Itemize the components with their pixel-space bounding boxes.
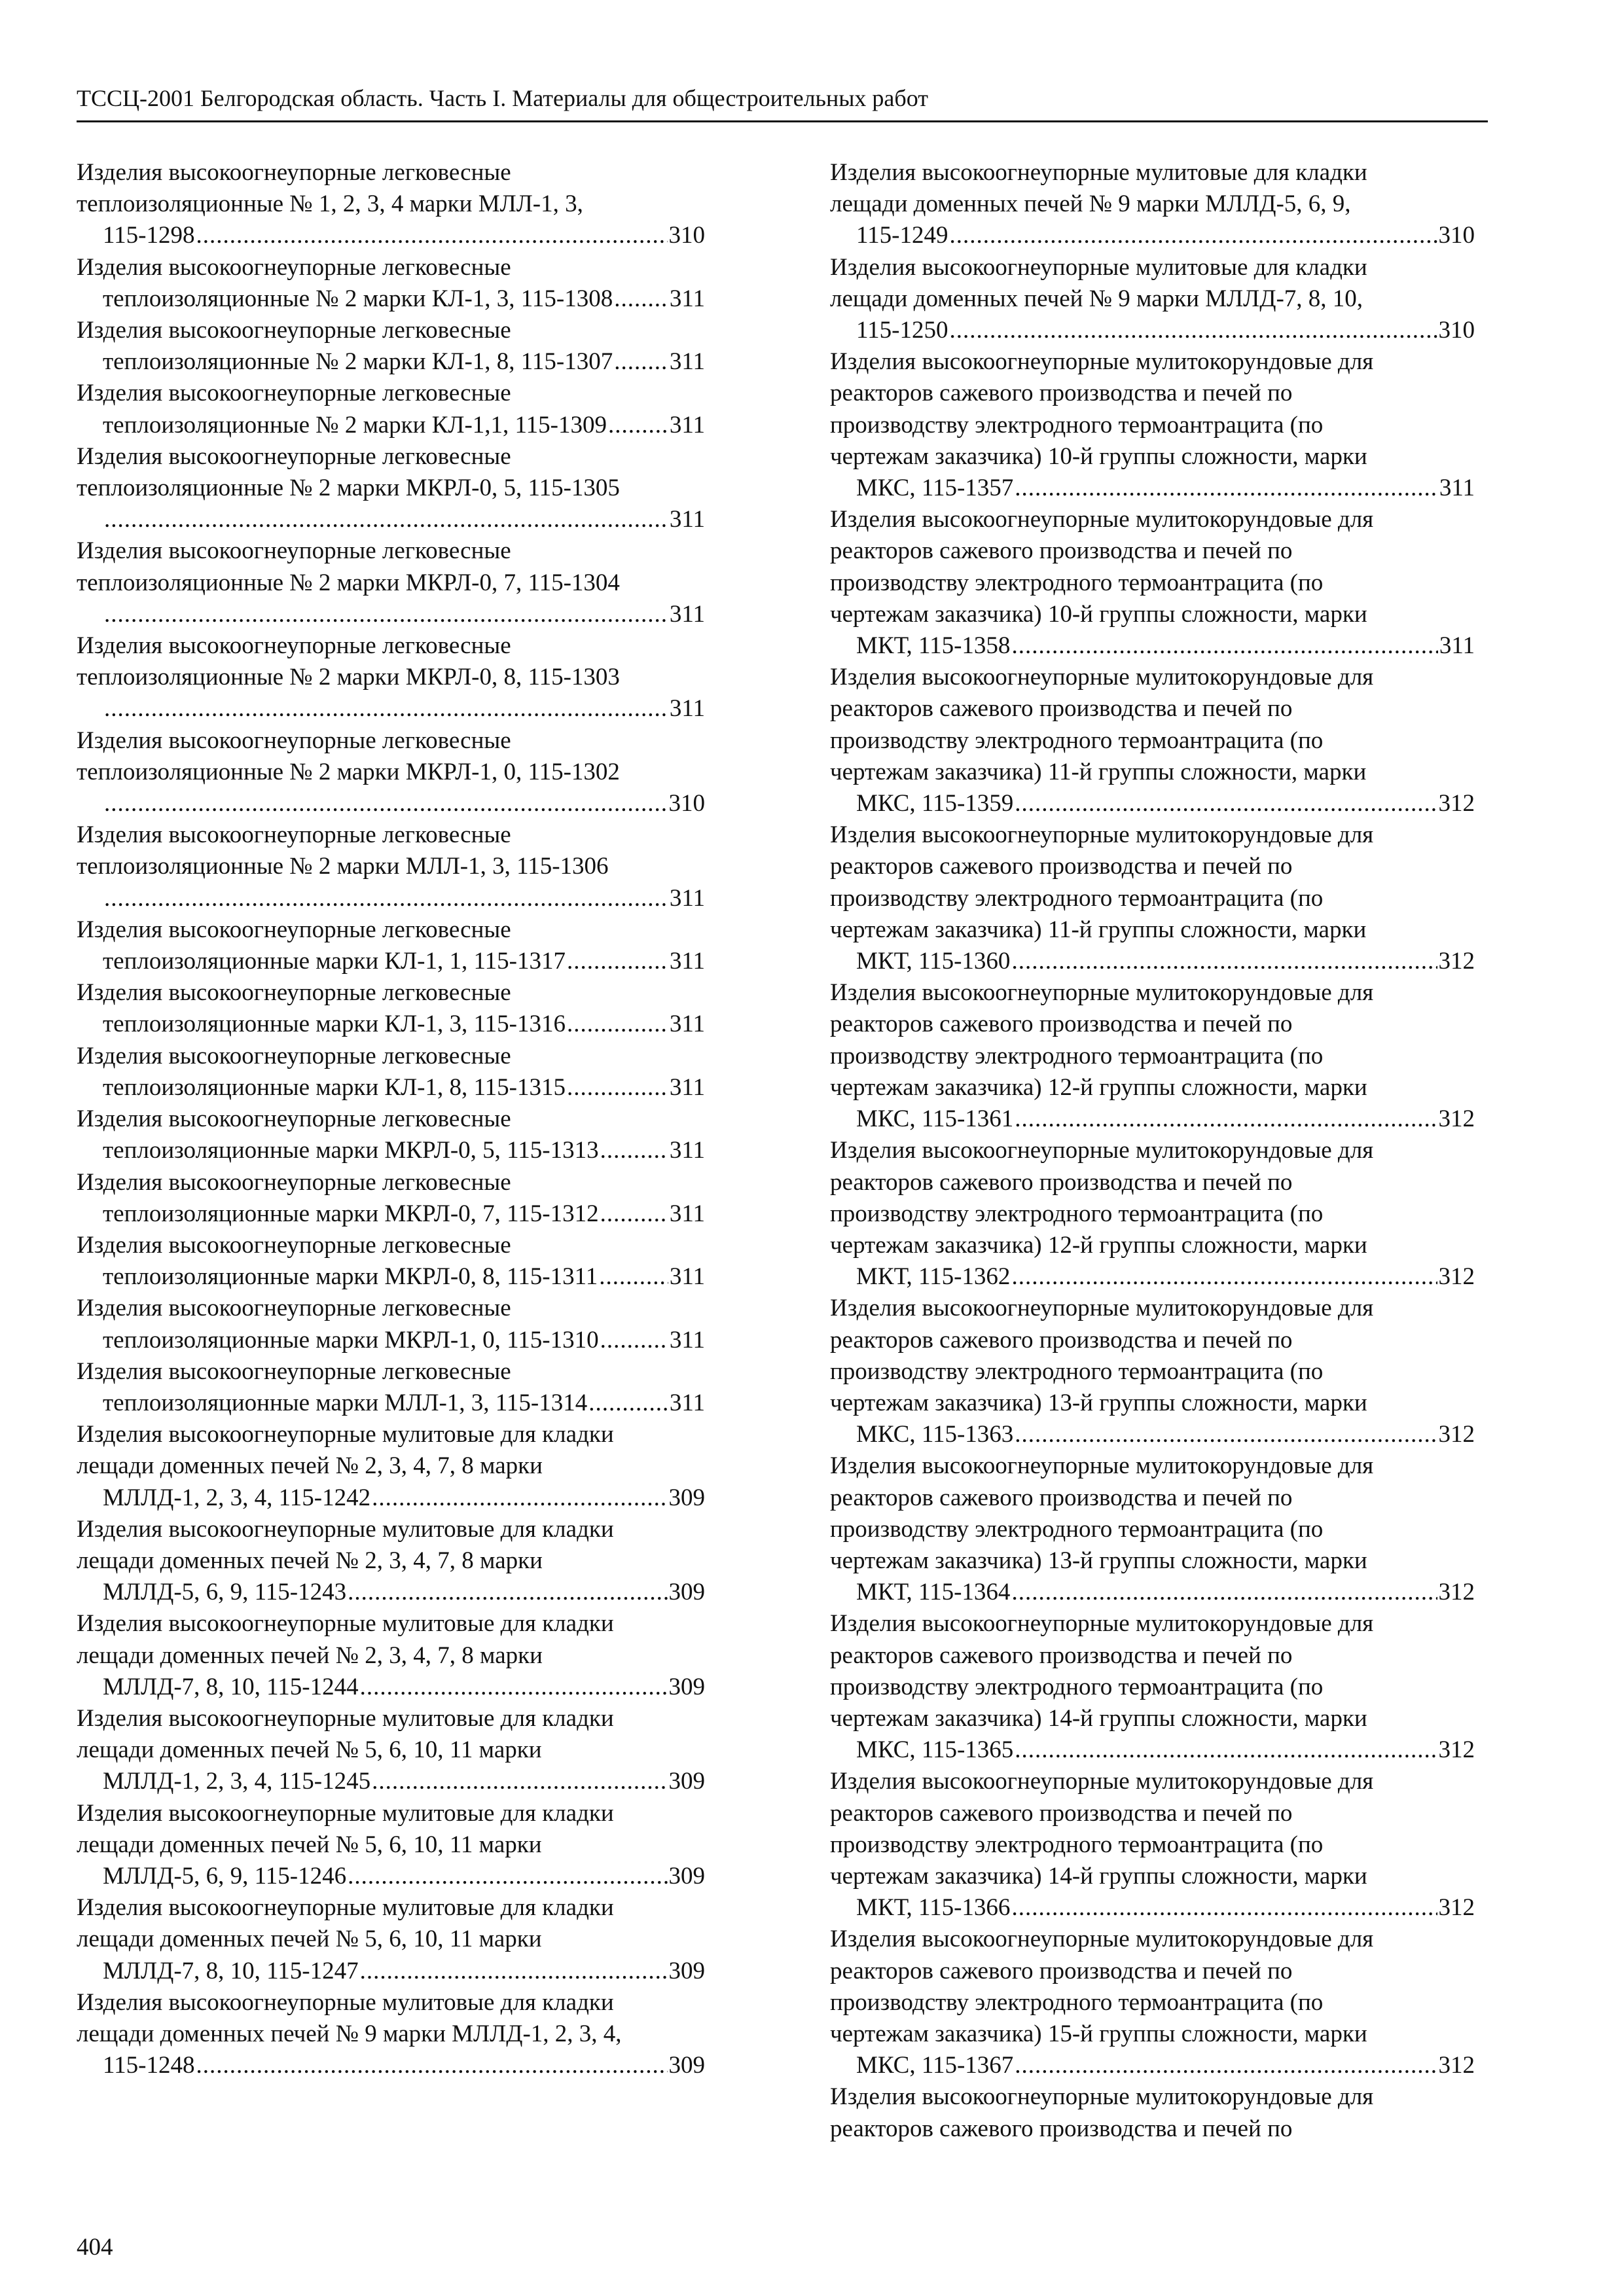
index-entry <box>77 1703 705 1798</box>
index-entry <box>77 819 705 914</box>
dot-leader <box>360 1672 668 1703</box>
entry-page-ref: 312 <box>1438 948 1475 975</box>
entry-text-line: чертежам заказчика) 14-й группы сложности, марки <box>830 1862 1367 1890</box>
index-column-left <box>77 157 705 2081</box>
dot-leader <box>1011 630 1437 662</box>
entry-text-line: Изделия высокоогнеупорные легковесные <box>77 159 511 186</box>
index-entry <box>830 157 1475 252</box>
entry-text-line: Изделия высокоогнеупорные легковесные <box>77 821 511 849</box>
entry-text-line: производству электродного термоантрацита (по <box>830 726 1324 754</box>
entry-page-line <box>856 1577 1475 1608</box>
entry-text-line: Изделия высокоогнеупорные легковесные <box>77 1231 511 1259</box>
dot-leader <box>1011 1261 1437 1293</box>
entry-text-last: теплоизоляционные № 2 марки КЛ-1, 8, 115-1307 <box>103 348 613 376</box>
dot-leader <box>360 1956 668 1987</box>
index-entry <box>77 1293 705 1355</box>
dot-leader <box>599 1261 668 1293</box>
index-entry <box>77 378 705 440</box>
entry-text-line: лещади доменных печей № 5, 6, 10, 11 марки <box>77 1831 542 1858</box>
entry-page-line <box>103 1766 705 1797</box>
entry-text-line: лещади доменных печей № 5, 6, 10, 11 марки <box>77 1736 542 1764</box>
index-entry <box>77 1230 705 1293</box>
entry-page-line <box>856 220 1475 251</box>
entry-page-line <box>103 283 705 315</box>
entry-page-ref: 312 <box>1438 1894 1475 1922</box>
entry-text-line: реакторов сажевого производства и печей по <box>830 1011 1293 1038</box>
entry-text-last: МКТ, 115-1364 <box>856 1579 1011 1606</box>
entry-text-line: Изделия высокоогнеупорные легковесные <box>77 537 511 565</box>
entry-text-line: Изделия высокоогнеупорные легковесные <box>77 442 511 470</box>
entry-text-line: чертежам заказчика) 12-й группы сложности, марки <box>830 1231 1367 1259</box>
entry-text-last: МЛЛД-7, 8, 10, 115-1244 <box>103 1673 359 1700</box>
entry-page-ref: 309 <box>668 1768 705 1795</box>
entry-text-line: лещади доменных печей № 9 марки МЛЛД-7, 8, 10, <box>830 285 1363 312</box>
index-entry <box>830 819 1475 977</box>
entry-page-ref: 311 <box>669 285 705 312</box>
entry-text-line: Изделия высокоогнеупорные мулитокорундовые для <box>830 2083 1374 2111</box>
entry-page-line <box>856 1103 1475 1135</box>
entry-text-line: реакторов сажевого производства и печей по <box>830 1641 1293 1669</box>
entry-page-line <box>103 2050 705 2081</box>
index-entry <box>77 441 705 536</box>
entry-text-line: реакторов сажевого производства и печей по <box>830 695 1293 723</box>
entry-page-ref: 311 <box>669 348 705 376</box>
entry-text-line: Изделия высокоогнеупорные мулитокорундовые для <box>830 1295 1374 1322</box>
dot-leader <box>1015 473 1438 504</box>
entry-page-line <box>103 1198 705 1230</box>
index-entry <box>77 1103 705 1166</box>
entry-page-line <box>856 946 1475 977</box>
dot-leader <box>104 883 668 914</box>
entry-page-ref: 312 <box>1438 1736 1475 1764</box>
index-entry <box>77 1987 705 2082</box>
entry-text-last: МЛЛД-5, 6, 9, 115-1246 <box>103 1862 347 1890</box>
dot-leader <box>1015 1419 1437 1450</box>
entry-page-ref: 309 <box>668 1673 705 1700</box>
entry-page-line <box>103 504 705 535</box>
entry-text-line: Изделия высокоогнеупорные легковесные <box>77 1168 511 1196</box>
entry-text-line: реакторов сажевого производства и печей по <box>830 1484 1293 1511</box>
entry-page-line <box>103 410 705 441</box>
index-entry <box>77 1356 705 1419</box>
dot-leader <box>1011 1892 1437 1924</box>
entry-text-line: Изделия высокоогнеупорные мулитовые для кладки <box>77 1610 614 1638</box>
entry-text-line: теплоизоляционные № 2 марки МЛЛ-1, 3, 115-1306 <box>77 853 609 880</box>
entry-text-last: теплоизоляционные марки МКРЛ-1, 0, 115-1310 <box>103 1326 599 1354</box>
index-entry <box>830 1766 1475 1924</box>
index-entry <box>77 1041 705 1103</box>
entry-page-ref: 312 <box>1438 2052 1475 2079</box>
entry-text-line: теплоизоляционные № 2 марки МКРЛ-0, 8, 115-1303 <box>77 664 620 691</box>
entry-text-last: теплоизоляционные марки КЛ-1, 1, 115-1317 <box>103 948 566 975</box>
entry-text-line: реакторов сажевого производства и печей по <box>830 1957 1293 1984</box>
entry-page-ref: 309 <box>668 1579 705 1606</box>
entry-text-line: чертежам заказчика) 13-й группы сложности, марки <box>830 1389 1367 1416</box>
index-entry <box>830 977 1475 1135</box>
entry-text-last: МЛЛД-7, 8, 10, 115-1247 <box>103 1957 359 1984</box>
index-entry <box>830 1924 1475 2081</box>
entry-text-line: Изделия высокоогнеупорные мулитовые для кладки <box>77 1421 614 1448</box>
index-entry <box>830 1450 1475 1608</box>
entry-text-line: производству электродного термоантрацита (по <box>830 569 1324 596</box>
entry-text-line: Изделия высокоогнеупорные легковесные <box>77 1295 511 1322</box>
entry-text-line: реакторов сажевого производства и печей по <box>830 380 1293 407</box>
index-entry <box>77 977 705 1040</box>
entry-page-line <box>103 1861 705 1892</box>
entry-page-ref: 311 <box>669 411 705 439</box>
index-entry <box>830 346 1475 504</box>
entry-text-line: Изделия высокоогнеупорные мулитокорундовые для <box>830 664 1374 691</box>
index-column-right <box>830 157 1475 2145</box>
entry-text-line: лещади доменных печей № 5, 6, 10, 11 марки <box>77 1926 542 1953</box>
entry-text-line: чертежам заказчика) 14-й группы сложности, марки <box>830 1704 1367 1732</box>
entry-text-line: Изделия высокоогнеупорные мулитокорундовые для <box>830 1926 1374 1953</box>
entry-page-ref: 310 <box>1438 317 1475 344</box>
entry-text-line: Изделия высокоогнеупорные мулитокорундовые для <box>830 1610 1374 1638</box>
dot-leader <box>348 1861 667 1892</box>
entry-page-ref: 312 <box>1438 1579 1475 1606</box>
index-entry <box>77 157 705 252</box>
entry-page-ref: 312 <box>1438 790 1475 817</box>
dot-leader <box>1011 946 1437 977</box>
entry-page-line <box>856 473 1475 504</box>
dot-leader <box>588 1388 668 1419</box>
index-entry <box>830 252 1475 347</box>
index-entry <box>830 504 1475 662</box>
entry-text-line: Изделия высокоогнеупорные легковесные <box>77 726 511 754</box>
entry-text-line: Изделия высокоогнеупорные легковесные <box>77 1105 511 1133</box>
entry-text-line: реакторов сажевого производства и печей по <box>830 537 1293 565</box>
dot-leader <box>567 1009 668 1040</box>
index-entry <box>830 1608 1475 1766</box>
entry-text-line: чертежам заказчика) 10-й группы сложности, марки <box>830 442 1367 470</box>
entry-text-last: МКС, 115-1357 <box>856 475 1014 502</box>
entry-text-line: чертежам заказчика) 15-й группы сложности, марки <box>830 2020 1367 2047</box>
entry-page-line <box>856 2050 1475 2081</box>
entry-page-line <box>856 630 1475 662</box>
entry-text-line: производству электродного термоантрацита (по <box>830 1831 1324 1858</box>
entry-page-ref: 312 <box>1438 1263 1475 1291</box>
page-header <box>77 82 1488 122</box>
entry-text-last: теплоизоляционные марки КЛ-1, 3, 115-1316 <box>103 1011 566 1038</box>
entry-text-last: МКТ, 115-1360 <box>856 948 1011 975</box>
index-entry <box>830 1135 1475 1293</box>
entry-text-line: Изделия высокоогнеупорные мулитокорундовые для <box>830 1137 1374 1164</box>
entry-text-last: теплоизоляционные № 2 марки КЛ-1,1, 115-1309 <box>103 411 607 439</box>
entry-text-line: производству электродного термоантрацита (по <box>830 1200 1324 1227</box>
entry-text-line: чертежам заказчика) 10-й группы сложности, марки <box>830 600 1367 628</box>
entry-page-ref: 311 <box>669 695 705 723</box>
entry-page-line <box>103 220 705 251</box>
entry-page-line <box>103 1577 705 1608</box>
entry-text-line: лещади доменных печей № 2, 3, 4, 7, 8 марки <box>77 1547 543 1574</box>
entry-text-line: Изделия высокоогнеупорные мулитокорундовые для <box>830 1768 1374 1795</box>
entry-text-last: МКС, 115-1361 <box>856 1105 1014 1133</box>
entry-text-line: производству электродного термоантрацита (по <box>830 1673 1324 1700</box>
entry-text-line: Изделия высокоогнеупорные мулитокорундовые для <box>830 1452 1374 1480</box>
entry-page-ref: 311 <box>669 1011 705 1038</box>
entry-page-ref: 311 <box>669 1389 705 1416</box>
entry-text-line: чертежам заказчика) 12-й группы сложности, марки <box>830 1073 1367 1101</box>
entry-text-line: теплоизоляционные № 2 марки МКРЛ-0, 5, 115-1305 <box>77 475 620 502</box>
entry-text-line: Изделия высокоогнеупорные легковесные <box>77 916 511 943</box>
dot-leader <box>614 283 668 315</box>
index-entry <box>77 1419 705 1514</box>
entry-page-ref: 311 <box>669 1326 705 1354</box>
entry-text-last: теплоизоляционные марки КЛ-1, 8, 115-1315 <box>103 1073 566 1101</box>
entry-text-line: Изделия высокоогнеупорные мулитовые для кладки <box>830 253 1367 281</box>
entry-text-line: лещади доменных печей № 2, 3, 4, 7, 8 марки <box>77 1452 543 1480</box>
entry-text-last: 115-1250 <box>856 317 948 344</box>
dot-leader <box>372 1482 667 1514</box>
entry-page-line <box>103 1388 705 1419</box>
entry-page-line <box>103 788 705 819</box>
dot-leader <box>196 220 667 251</box>
entry-text-last: теплоизоляционные марки МКРЛ-0, 8, 115-1311 <box>103 1263 598 1291</box>
entry-page-ref: 309 <box>668 1957 705 1984</box>
entry-text-line: производству электродного термоантрацита (по <box>830 1515 1324 1543</box>
header-title: ТССЦ-2001 Белгородская область. Часть I. Материалы для общестроительных работ <box>77 85 928 111</box>
dot-leader <box>348 1577 667 1608</box>
entry-page-ref: 311 <box>669 948 705 975</box>
entry-page-ref: 311 <box>669 1137 705 1164</box>
entry-text-last: теплоизоляционные марки МКРЛ-0, 5, 115-1313 <box>103 1137 599 1164</box>
dot-leader <box>608 410 668 441</box>
page-number: 404 <box>77 2234 113 2261</box>
index-entry <box>830 1293 1475 1450</box>
entry-page-line <box>856 1892 1475 1924</box>
entry-text-line: Изделия высокоогнеупорные мулитокорундовые для <box>830 821 1374 849</box>
entry-text-line: производству электродного термоантрацита (по <box>830 411 1324 439</box>
entry-page-line <box>103 1072 705 1103</box>
dot-leader <box>104 504 668 535</box>
entry-page-line <box>856 788 1475 819</box>
dot-leader <box>600 1135 668 1166</box>
entry-text-line: реакторов сажевого производства и печей по <box>830 853 1293 880</box>
entry-text-line: лещади доменных печей № 9 марки МЛЛД-5, 6, 9, <box>830 190 1351 218</box>
entry-page-line <box>103 346 705 378</box>
dot-leader <box>104 693 668 725</box>
entry-text-line: Изделия высокоогнеупорные легковесные <box>77 253 511 281</box>
entry-text-last: теплоизоляционные марки МЛЛ-1, 3, 115-1314 <box>103 1389 588 1416</box>
entry-text-last: МКС, 115-1363 <box>856 1421 1014 1448</box>
dot-leader <box>600 1325 668 1356</box>
entry-text-last: МКТ, 115-1366 <box>856 1894 1011 1922</box>
dot-leader <box>949 315 1437 346</box>
entry-text-line: чертежам заказчика) 11-й группы сложности, марки <box>830 916 1367 943</box>
entry-text-last: МКС, 115-1367 <box>856 2052 1014 2079</box>
dot-leader <box>567 1072 668 1103</box>
dot-leader <box>949 220 1437 251</box>
entry-text-line: Изделия высокоогнеупорные легковесные <box>77 380 511 407</box>
dot-leader <box>567 946 668 977</box>
entry-page-line <box>103 1672 705 1703</box>
index-entry <box>77 1892 705 1987</box>
entry-text-line: чертежам заказчика) 13-й группы сложности, марки <box>830 1547 1367 1574</box>
entry-text-line: Изделия высокоогнеупорные мулитокорундовые для <box>830 348 1374 376</box>
entry-text-line: Изделия высокоогнеупорные мулитовые для кладки <box>77 1799 614 1827</box>
entry-page-ref: 311 <box>669 506 705 533</box>
entry-page-ref: 310 <box>1438 222 1475 249</box>
entry-text-last: МЛЛД-1, 2, 3, 4, 115-1245 <box>103 1768 371 1795</box>
entry-page-line <box>856 315 1475 346</box>
dot-leader <box>104 599 668 630</box>
entry-page-line <box>103 693 705 725</box>
entry-text-last: МКС, 115-1365 <box>856 1736 1014 1764</box>
entry-text-line: реакторов сажевого производства и печей по <box>830 2115 1293 2142</box>
entry-page-ref: 309 <box>668 1862 705 1890</box>
dot-leader <box>1015 2050 1437 2081</box>
entry-text-line: производству электродного термоантрацита (по <box>830 884 1324 912</box>
entry-page-line <box>103 1325 705 1356</box>
entry-page-line <box>856 1734 1475 1766</box>
entry-text-last: теплоизоляционные марки МКРЛ-0, 7, 115-1312 <box>103 1200 599 1227</box>
entry-text-line: Изделия высокоогнеупорные легковесные <box>77 317 511 344</box>
entry-text-last: МЛЛД-1, 2, 3, 4, 115-1242 <box>103 1484 371 1511</box>
entry-page-ref: 311 <box>669 1200 705 1227</box>
entry-page-ref: 309 <box>668 1484 705 1511</box>
entry-text-line: Изделия высокоогнеупорные мулитовые для кладки <box>77 1894 614 1922</box>
entry-text-line: Изделия высокоогнеупорные мулитовые для кладки <box>77 1704 614 1732</box>
entry-page-ref: 310 <box>668 790 705 817</box>
entry-page-line <box>856 1419 1475 1450</box>
entry-page-ref: 311 <box>669 600 705 628</box>
index-entry <box>77 1514 705 1609</box>
index-entry <box>77 725 705 820</box>
entry-text-line: Изделия высокоогнеупорные легковесные <box>77 1042 511 1069</box>
entry-text-line: реакторов сажевого производства и печей по <box>830 1326 1293 1354</box>
entry-text-line: реакторов сажевого производства и печей по <box>830 1799 1293 1827</box>
entry-text-line: чертежам заказчика) 11-й группы сложности, марки <box>830 758 1367 785</box>
index-entry <box>77 1167 705 1230</box>
entry-text-line: Изделия высокоогнеупорные мулитовые для кладки <box>77 1515 614 1543</box>
entry-page-line <box>103 883 705 914</box>
entry-page-ref: 312 <box>1438 1105 1475 1133</box>
dot-leader <box>1011 1577 1437 1608</box>
entry-page-ref: 311 <box>669 1263 705 1291</box>
entry-page-ref: 312 <box>1438 1421 1475 1448</box>
entry-text-line: производству электродного термоантрацита (по <box>830 1042 1324 1069</box>
entry-text-line: Изделия высокоогнеупорные легковесные <box>77 979 511 1007</box>
entry-page-line <box>103 1482 705 1514</box>
entry-text-line: производству электродного термоантрацита (по <box>830 1988 1324 2016</box>
entry-page-ref: 309 <box>668 2052 705 2079</box>
entry-text-last: МКТ, 115-1362 <box>856 1263 1011 1291</box>
dot-leader <box>600 1198 668 1230</box>
entry-page-line <box>103 599 705 630</box>
entry-text-line: реакторов сажевого производства и печей по <box>830 1168 1293 1196</box>
entry-text-line: Изделия высокоогнеупорные мулитокорундовые для <box>830 506 1374 533</box>
index-entry <box>830 662 1475 819</box>
dot-leader <box>104 788 668 819</box>
entry-text-last: МЛЛД-5, 6, 9, 115-1243 <box>103 1579 347 1606</box>
index-entry <box>77 630 705 725</box>
entry-page-ref: 311 <box>1439 632 1475 660</box>
entry-text-line: Изделия высокоогнеупорные легковесные <box>77 1357 511 1385</box>
entry-page-line <box>103 1009 705 1040</box>
entry-page-line <box>103 1135 705 1166</box>
entry-text-last: 115-1248 <box>103 2052 195 2079</box>
dot-leader <box>1015 1103 1437 1135</box>
index-entry <box>77 1608 705 1703</box>
dot-leader <box>614 346 668 378</box>
entry-text-line: Изделия высокоогнеупорные мулитовые для кладки <box>830 159 1367 186</box>
entry-text-line: Изделия высокоогнеупорные легковесные <box>77 632 511 660</box>
entry-page-line <box>856 1261 1475 1293</box>
entry-page-ref: 310 <box>668 222 705 249</box>
dot-leader <box>372 1766 667 1797</box>
entry-text-line: теплоизоляционные № 2 марки МКРЛ-1, 0, 115-1302 <box>77 758 620 785</box>
entry-text-last: 115-1298 <box>103 222 195 249</box>
index-entry <box>830 2081 1475 2144</box>
entry-text-line: Изделия высокоогнеупорные мулитовые для кладки <box>77 1988 614 2016</box>
dot-leader <box>196 2050 667 2081</box>
index-entry <box>77 535 705 630</box>
entry-page-line <box>103 1261 705 1293</box>
entry-text-line: Изделия высокоогнеупорные мулитокорундовые для <box>830 979 1374 1007</box>
entry-page-line <box>103 1956 705 1987</box>
entry-page-line <box>103 946 705 977</box>
entry-text-line: производству электродного термоантрацита (по <box>830 1357 1324 1385</box>
entry-page-ref: 311 <box>1439 475 1475 502</box>
entry-text-line: теплоизоляционные № 1, 2, 3, 4 марки МЛЛ-1, 3, <box>77 190 583 218</box>
entry-text-last: МКТ, 115-1358 <box>856 632 1011 660</box>
entry-text-last: МКС, 115-1359 <box>856 790 1014 817</box>
entry-page-ref: 311 <box>669 884 705 912</box>
entry-text-last: 115-1249 <box>856 222 948 249</box>
index-entry <box>77 1798 705 1893</box>
entry-text-line: лещади доменных печей № 2, 3, 4, 7, 8 марки <box>77 1641 543 1669</box>
entry-text-line: лещади доменных печей № 9 марки МЛЛД-1, 2, 3, 4, <box>77 2020 622 2047</box>
entry-text-last: теплоизоляционные № 2 марки КЛ-1, 3, 115-1308 <box>103 285 613 312</box>
index-entry <box>77 914 705 977</box>
dot-leader <box>1015 1734 1437 1766</box>
entry-page-ref: 311 <box>669 1073 705 1101</box>
dot-leader <box>1015 788 1437 819</box>
index-entry <box>77 252 705 315</box>
index-entry <box>77 315 705 378</box>
entry-text-line: теплоизоляционные № 2 марки МКРЛ-0, 7, 115-1304 <box>77 569 620 596</box>
